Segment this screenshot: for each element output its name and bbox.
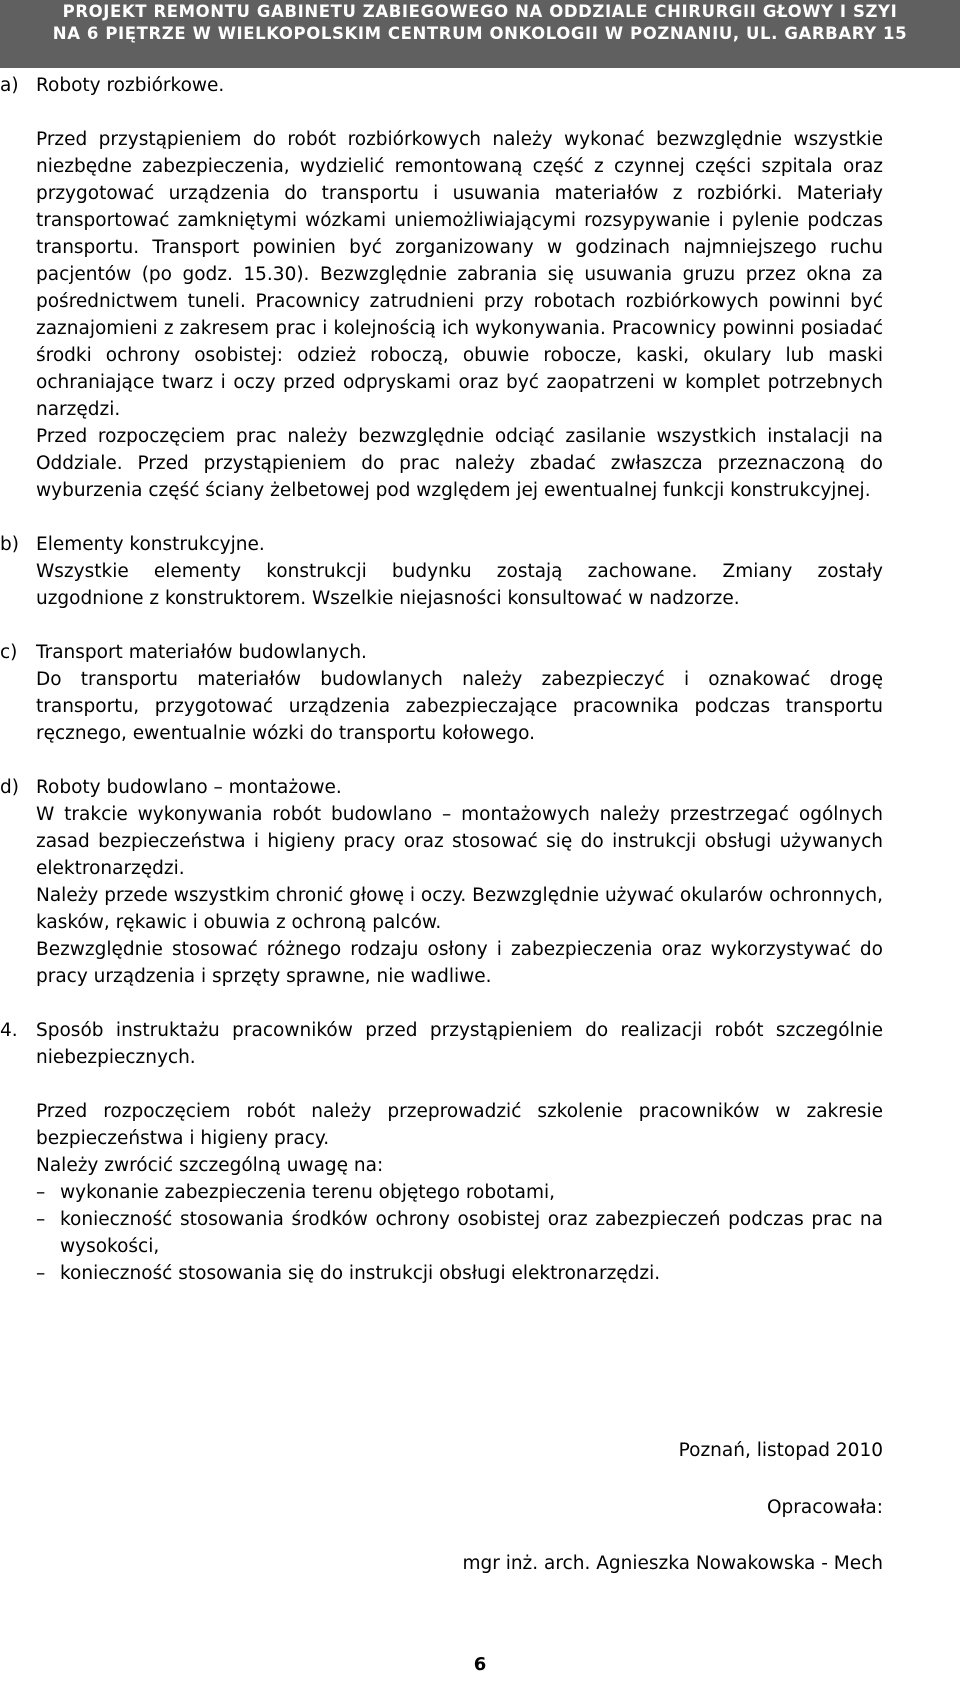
dash-bullet: –	[36, 1209, 46, 1230]
section-4	[0, 1017, 960, 1287]
section-b-marker: b)	[0, 534, 19, 555]
signature-place-date: Poznań, listopad 2010	[678, 1440, 883, 1461]
section-c-title: Transport materiałów budowlanych.	[36, 642, 367, 663]
section-d-paragraph-1: W trakcie wykonywania robót budowlano – montażowych należy przestrzegać ogólnych zasad bezpieczeństwa i higieny pracy oraz stosować się do instrukcji obsługi używanych elektronarzędzi.	[36, 804, 883, 879]
signature-prepared-by: Opracowała:	[766, 1497, 883, 1518]
section-a-paragraph-1: Przed przystąpieniem do robót rozbiórkowych należy wykonać bezwzględnie wszystkie niezbędne zabezpieczenia, wydzielić remontowaną część z czynnej części szpitala oraz przygotować urządzenia do transportu i usuwania materiałów z rozbiórki. Materiały transportować zamkniętymi wózkami uniemożliwiającymi rozsypywanie i pylenie podczas transportu. Transport powinien być zorganizowany w godzinach najmniejszego ruchu pacjentów (po godz. 15.30). Bezwzględnie zabrania się usuwania gruzu przez okna za pośrednictwem tuneli. Pracownicy zatrudnieni przy robotach rozbiórkowych powinni być zaznajomieni z zakresem prac i kolejnością ich wykonywania. Pracownicy powinni posiadać środki ochrony osobistej: odzież roboczą, obuwie robocze, kaski, okulary lub maski ochraniające twarz i oczy przed odpryskami oraz być zaopatrzeni w komplet potrzebnych narzędzi.	[36, 129, 883, 420]
header-line-2: NA 6 PIĘTRZE W WIELKOPOLSKIM CENTRUM ONKOLOGII W POZNANIU, UL. GARBARY 15	[52, 24, 908, 43]
section-d	[0, 774, 960, 990]
section-a	[0, 72, 960, 504]
section-b-paragraph-1a: Wszystkie elementy konstrukcji budynku zostają zachowane. Zmiany zostały	[36, 561, 883, 582]
section-d-paragraph-2: Należy przede wszystkim chronić głowę i oczy. Bezwzględnie używać okularów ochronnych, kasków, rękawic i obuwia z ochroną palców.	[36, 885, 883, 933]
list-item-text: konieczność stosowania środków ochrony osobistej oraz zabezpieczeń podczas prac na wysokości,	[60, 1209, 883, 1257]
signature-author: mgr inż. arch. Agnieszka Nowakowska - Mech	[462, 1553, 883, 1574]
section-b-title: Elementy konstrukcyjne.	[36, 534, 265, 555]
page-number: 6	[473, 1654, 487, 1675]
list-item-text: konieczność stosowania się do instrukcji obsługi elektronarzędzi.	[60, 1263, 661, 1284]
dash-bullet: –	[36, 1182, 46, 1203]
section-c-marker: c)	[0, 642, 18, 663]
list-item	[36, 1206, 883, 1260]
list-item	[36, 1179, 883, 1206]
document-body	[0, 68, 960, 1287]
section-d-title: Roboty budowlano – montażowe.	[36, 777, 342, 798]
section-a-title: Roboty rozbiórkowe.	[36, 75, 225, 96]
section-4-title: Sposób instruktażu pracowników przed przystąpieniem do realizacji robót szczególnie niebezpiecznych.	[36, 1020, 883, 1068]
header-line-1: PROJEKT REMONTU GABINETU ZABIEGOWEGO NA ODDZIALE CHIRURGII GŁOWY I SZYI	[62, 2, 898, 21]
section-d-marker: d)	[0, 777, 19, 798]
section-4-paragraph-1: Przed rozpoczęciem robót należy przeprowadzić szkolenie pracowników w zakresie bezpieczeństwa i higieny pracy.	[36, 1101, 883, 1149]
section-a-paragraph-2: Przed rozpoczęciem prac należy bezwzględnie odciąć zasilanie wszystkich instalacji na Oddziale. Przed przystąpieniem do prac należy zbadać zwłaszcza przeznaczoną do wyburzenia część ściany żelbetowej pod względem jej ewentualnej funkcji konstrukcyjnej.	[36, 426, 883, 501]
section-d-paragraph-3: Bezwzględnie stosować różnego rodzaju osłony i zabezpieczenia oraz wykorzystywać do pracy urządzenia i sprzęty sprawne, nie wadliwe.	[36, 939, 883, 987]
section-a-marker: a)	[0, 75, 19, 96]
list-item-text: wykonanie zabezpieczenia terenu objętego robotami,	[60, 1182, 556, 1203]
section-c	[0, 639, 960, 747]
section-4-paragraph-2: Należy zwrócić szczególną uwagę na:	[36, 1155, 384, 1176]
section-b-paragraph-1b: uzgodnione z konstruktorem. Wszelkie niejasności konsultować w nadzorze.	[36, 588, 740, 609]
dash-bullet: –	[36, 1263, 46, 1284]
document-header	[0, 0, 960, 68]
list-item	[36, 1260, 883, 1287]
section-4-marker: 4.	[0, 1020, 18, 1041]
section-b	[0, 531, 960, 612]
section-c-paragraph-1: Do transportu materiałów budowlanych należy zabezpieczyć i oznakować drogę transportu, przygotować urządzenia zabezpieczające pracownika podczas transportu ręcznego, ewentualnie wózki do transportu kołowego.	[36, 669, 883, 744]
